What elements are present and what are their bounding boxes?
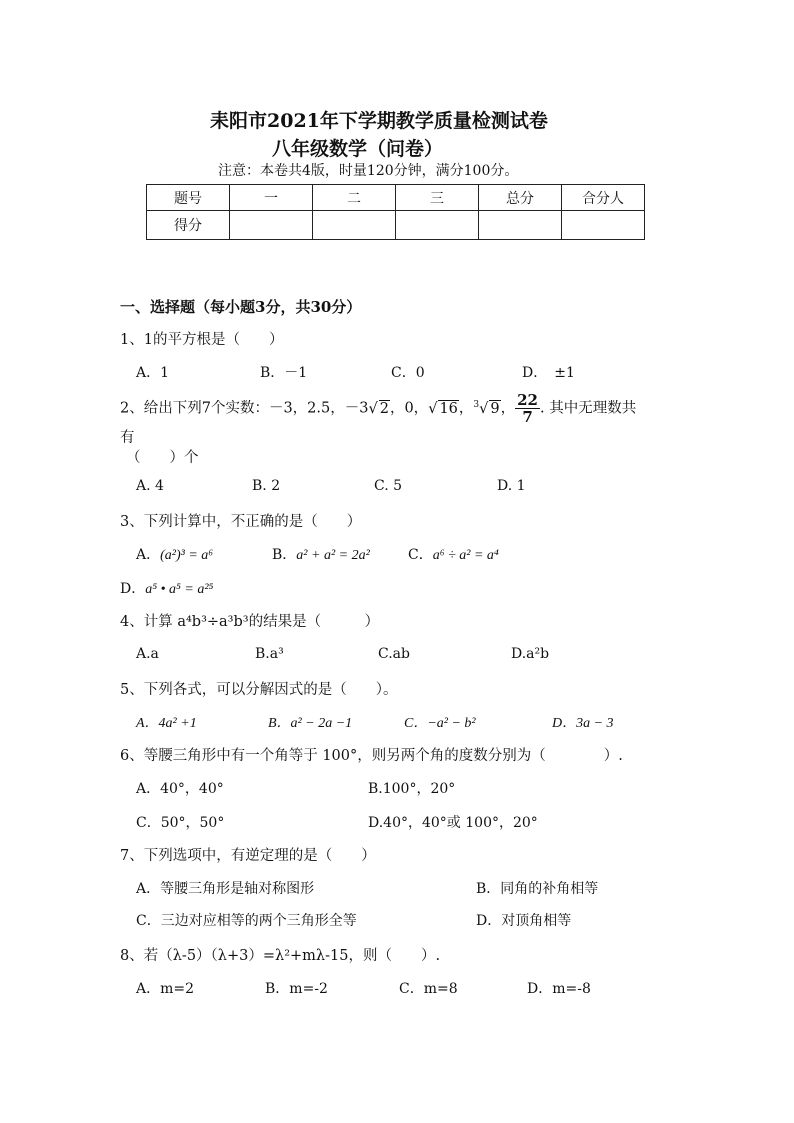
score-header-cell: 二 — [313, 185, 396, 211]
sqrt-2-expression: √ 2 — [368, 400, 389, 417]
question-3-option-b-math: a² + a² = 2a² — [296, 548, 370, 563]
question-4-stem: 4、计算 a⁴b³÷a³b³的结果是（ ） — [120, 614, 380, 630]
fraction-22-7: $\frac{22}{7}$ — [517, 391, 538, 426]
question-3-option-a-math: (a²)³ = a⁶ — [160, 548, 214, 563]
question-2-prefix: 2、给出下列7个实数：－3，2.5，－3 — [120, 400, 369, 417]
score-header-cell: 总分 — [479, 185, 562, 211]
question-5-stem: 5、下列各式，可以分解因式的是（ ）。 — [120, 682, 398, 698]
score-header-cell: 合分人 — [562, 185, 645, 211]
question-4-option-a: A.a — [136, 646, 159, 662]
page-subtitle: 八年级数学（问卷） — [272, 138, 444, 160]
question-2-option-c: C. 5 — [374, 478, 403, 494]
cube-root-9-expression: $^3$√ 9 — [473, 399, 500, 417]
question-3-option-d: D．a⁵ • a⁵ = a²⁵ — [120, 581, 214, 597]
question-6-option-b: B.100°，20° — [368, 781, 456, 797]
question-8-option-c: C．m=8 — [399, 981, 458, 997]
score-header-cell: 三 — [396, 185, 479, 211]
question-3-option-a: A．(a²)³ = a⁶ — [136, 547, 214, 563]
question-6-option-a: A．40°，40° — [136, 781, 224, 797]
score-cell — [479, 211, 562, 240]
question-7-stem: 7、下列选项中，有逆定理的是（ ） — [120, 848, 376, 864]
question-2-stem: 2、给出下列7个实数：－3，2.5，－3√ 2，0，√ 16，$^3$√ 9， $\frac{22}{7}$ . 其中无理数共 — [120, 391, 637, 426]
score-header-cell: 题号 — [147, 185, 230, 211]
question-1-option-b: B．－1 — [260, 365, 308, 381]
score-row-label: 得分 — [147, 211, 230, 240]
question-7-option-c: C．三边对应相等的两个三角形全等 — [136, 913, 357, 929]
question-3-option-d-math: a⁵ • a⁵ = a²⁵ — [145, 582, 214, 597]
question-2-line3: （ ）个 — [126, 450, 199, 466]
question-7-option-b: B．同角的补角相等 — [476, 881, 599, 897]
score-cell — [562, 211, 645, 240]
score-table-header-row — [147, 185, 645, 211]
question-6-option-c: C．50°，50° — [136, 815, 225, 831]
question-8-option-d: D．m=-8 — [527, 981, 591, 997]
question-2-option-d: D. 1 — [497, 478, 526, 494]
question-3-stem: 3、下列计算中，不正确的是（ ） — [120, 514, 362, 530]
sqrt-16-expression: √ 16 — [428, 400, 458, 417]
question-8-stem: 8、若（λ-5）（λ+3）=λ²+mλ-15，则（ ）. — [120, 948, 441, 964]
question-4-option-b: B.a³ — [255, 646, 284, 662]
score-table — [146, 184, 645, 240]
question-4-option-d: D.a²b — [511, 646, 550, 662]
question-6-option-d: D.40°，40°或 100°，20° — [368, 815, 538, 831]
exam-note: 注意：本卷共4版，时量120分钟，满分100分。 — [218, 163, 519, 179]
question-8-option-a: A．m=2 — [136, 981, 195, 997]
question-5-option-c: C．−a² − b² — [404, 716, 476, 731]
score-cell — [313, 211, 396, 240]
question-6-stem: 6、等腰三角形中有一个角等于 100°，则另两个角的度数分别为（ ）. — [120, 748, 623, 764]
score-cell — [396, 211, 479, 240]
question-5-option-a: A．4a² +1 — [136, 716, 197, 731]
question-7-option-d: D．对顶角相等 — [476, 913, 572, 929]
score-header-cell: 一 — [230, 185, 313, 211]
question-1-option-c: C．0 — [391, 365, 425, 381]
section-title: 一、选择题（每小题3分，共30分） — [120, 298, 362, 316]
question-2-zero: ，0， — [389, 400, 429, 417]
question-2-option-a: A. 4 — [136, 478, 164, 494]
question-5-option-b: B．a² − 2a −1 — [268, 716, 353, 731]
question-4-option-c: C.ab — [378, 646, 410, 662]
question-3-option-c: C．a⁶ ÷ a² = a⁴ — [408, 547, 499, 563]
question-8-option-b: B．m=-2 — [265, 981, 328, 997]
question-2-line2: 有 — [120, 430, 135, 446]
question-3-option-c-math: a⁶ ÷ a² = a⁴ — [432, 548, 499, 563]
score-cell — [230, 211, 313, 240]
score-table-score-row — [147, 211, 645, 240]
question-2-option-b: B. 2 — [252, 478, 281, 494]
question-1-option-d: D． ±1 — [522, 365, 575, 381]
question-5-option-d: D．3a − 3 — [552, 716, 614, 731]
question-7-option-a: A．等腰三角形是轴对称图形 — [136, 881, 315, 897]
question-1-stem: 1、1的平方根是（ ） — [120, 332, 284, 348]
question-3-option-b: B．a² + a² = 2a² — [272, 547, 370, 563]
question-2-suffix: . 其中无理数共 — [539, 400, 637, 417]
question-1-option-a: A．1 — [136, 365, 170, 381]
page-title: 耒阳市2021年下学期教学质量检测试卷 — [210, 110, 548, 132]
